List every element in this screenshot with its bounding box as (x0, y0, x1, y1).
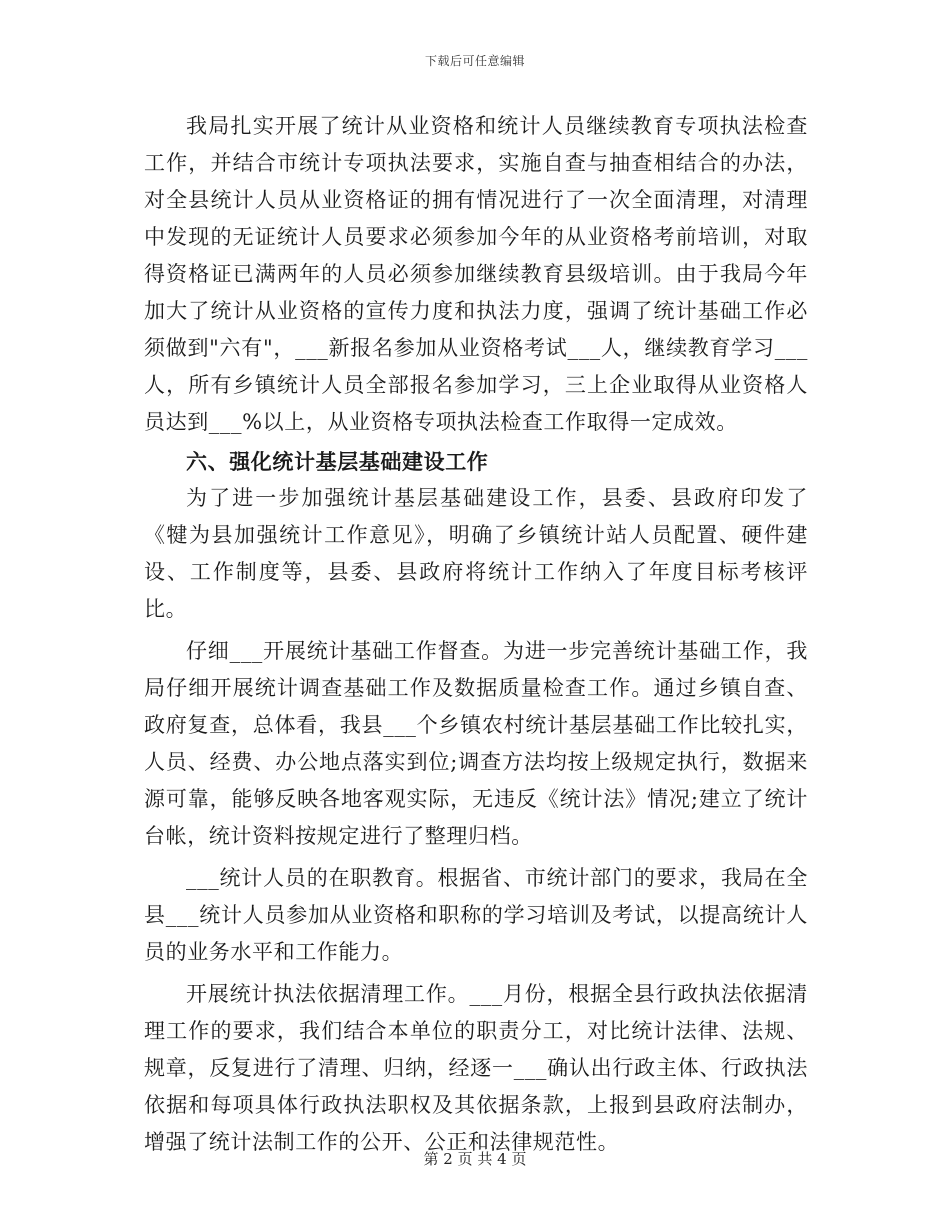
page-footer: 第 2 页 共 4 页 (423, 1150, 527, 1168)
paragraph: ___统计人员的在职教育。根据省、市统计部门的要求，我局在全县___统计人员参加从业资格和职称的学习培训及考试，以提高统计人员的业务水平和工作能力。 (144, 866, 808, 964)
paragraph: 我局扎实开展了统计从业资格和统计人员继续教育专项执法检查工作，并结合市统计专项执法要求，实施自查与抽查相结合的办法，对全县统计人员从业资格证的拥有情况进行了一次全面清理，对清理中发现的无证统计人员要求必须参加今年的从业资格考前培训，对取得资格证已满两年的人员必须参加继续教育县级培训。由于我局今年加大了统计从业资格的宣传力度和执法力度，强调了统计基础工作必须做到"六有"，___新报名参加从业资格考试___人，继续教育学习___人，所有乡镇统计人员全部报名参加学习，三上企业取得从业资格人员达到___%以上，从业资格专项执法检查工作取得一定成效。 (144, 114, 808, 434)
section-heading: 六、强化统计基层基础建设工作 (186, 449, 489, 474)
page-header: 下载后可任意编辑 (424, 54, 525, 68)
paragraph: 为了进一步加强统计基层基础建设工作，县委、县政府印发了《犍为县加强统计工作意见》，明确了乡镇统计站人员配置、硬件建设、工作制度等，县委、县政府将统计工作纳入了年度目标考核评比。 (144, 486, 808, 621)
document-body (144, 108, 808, 1161)
paragraph: 开展统计执法依据清理工作。___月份，根据全县行政执法依据清理工作的要求，我们结合本单位的职责分工，对比统计法律、法规、规章，反复进行了清理、归纳，经逐一___确认出行政主体、行政执法依据和每项具体行政执法职权及其依据条款，上报到县政府法制办，增强了统计法制工作的公开、公正和法律规范性。 (144, 982, 808, 1154)
paragraph: 仔细___开展统计基础工作督查。为进一步完善统计基础工作，我局仔细开展统计调查基础工作及数据质量检查工作。通过乡镇自查、政府复查，总体看，我县___个乡镇农村统计基层基础工作比较扎实，人员、经费、办公地点落实到位;调查方法均按上级规定执行，数据来源可靠，能够反映各地客观实际，无违反《统计法》情况;建立了统计台帐，统计资料按规定进行了整理归档。 (144, 639, 808, 848)
